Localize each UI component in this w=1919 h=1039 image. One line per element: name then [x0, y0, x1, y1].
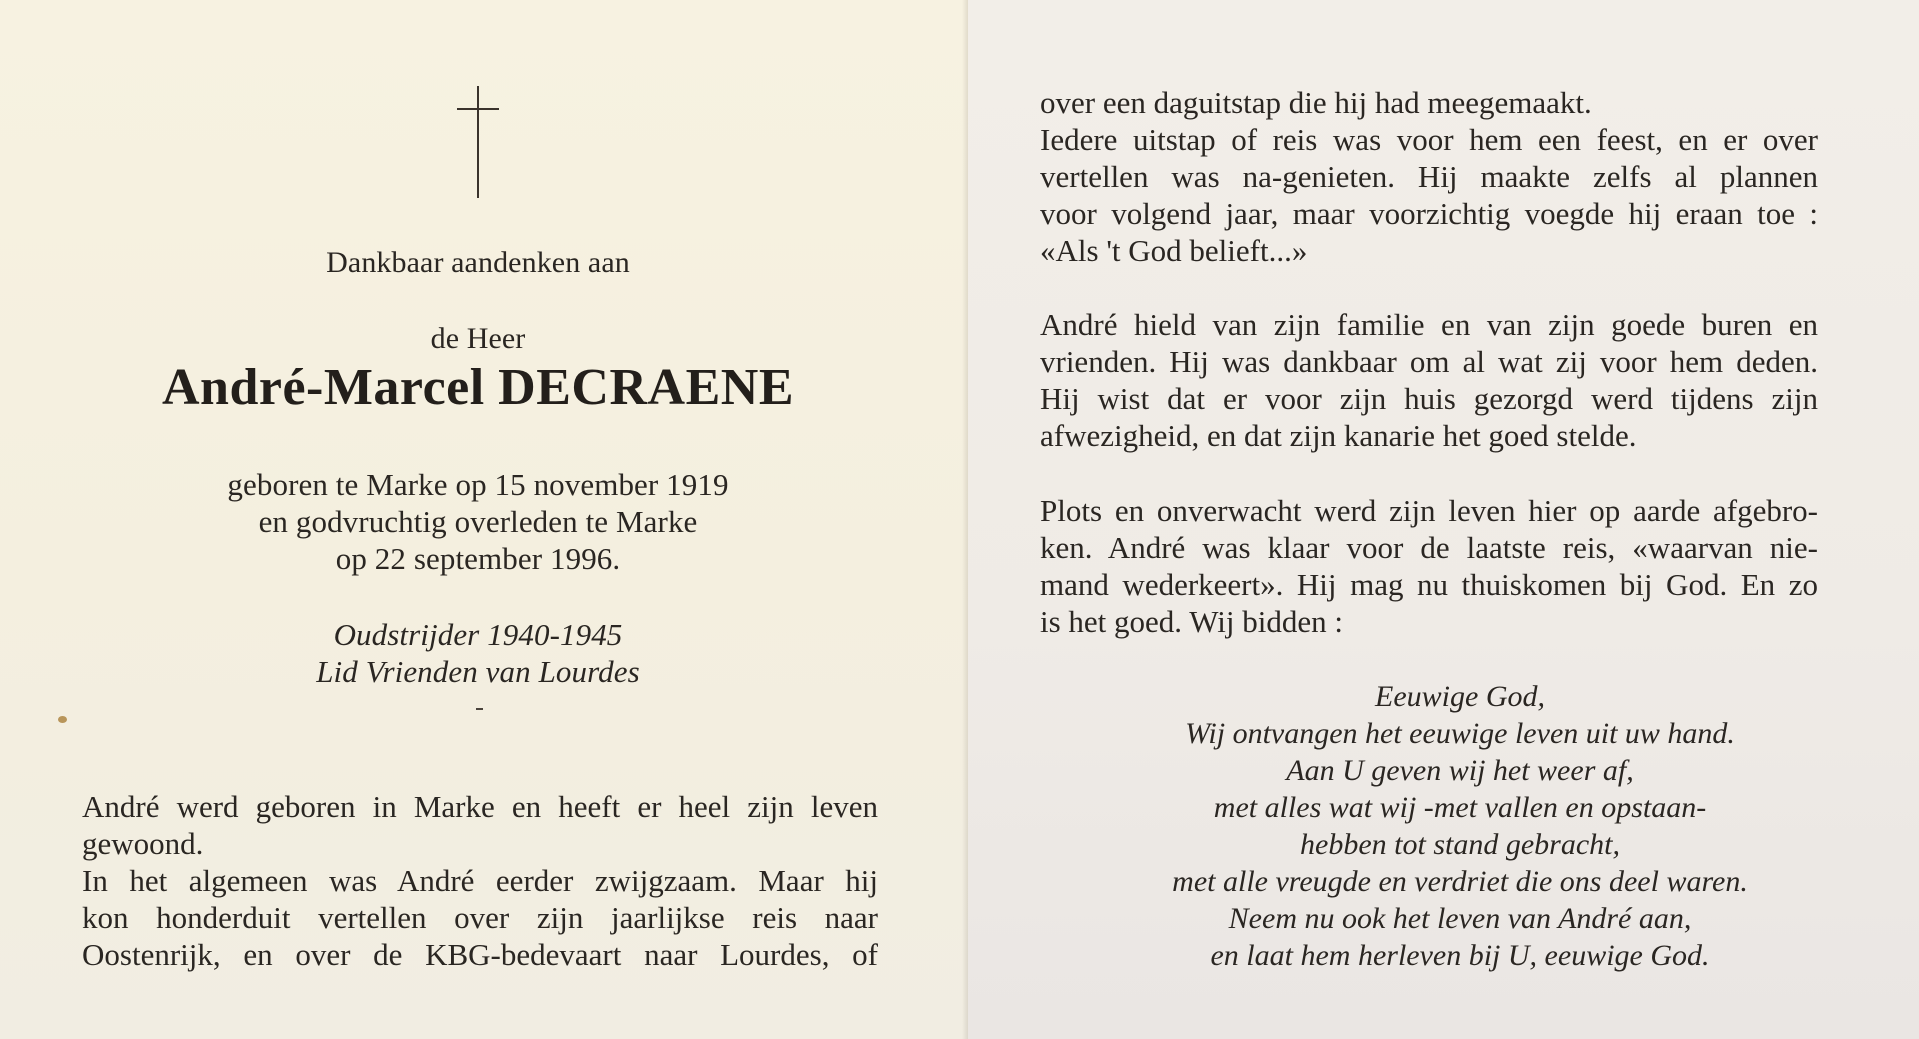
- membership-lourdes: Lid Vrienden van Lourdes: [316, 654, 640, 689]
- text-line: ken. André was klaar voor de laatste reis, «waarvan nie-: [1040, 530, 1818, 565]
- text-line: Hij wist dat er voor zijn huis gezorgd werd tijdens zijn: [1040, 381, 1818, 416]
- text-line: is het goed. Wij bidden :: [1040, 604, 1343, 639]
- prayer-line: Eeuwige God,: [1375, 680, 1545, 713]
- prayer-line: met alle vreugde en verdriet die ons deel waren.: [1172, 865, 1748, 898]
- birth-line: geboren te Marke op 15 november 1919: [227, 467, 729, 502]
- bio-line: André werd geboren in Marke en heeft er heel zijn leven: [82, 789, 878, 824]
- prayer-line: en laat hem herleven bij U, eeuwige God.: [1210, 939, 1710, 972]
- memberships-block: [0, 616, 956, 690]
- paragraph-family: [1040, 306, 1818, 454]
- text-line: afwezigheid, en dat zijn kanarie het goed stelde.: [1040, 418, 1637, 453]
- dedication-text: Dankbaar aandenken aan: [326, 246, 630, 279]
- prayer: [1040, 678, 1880, 974]
- membership-veteran: Oudstrijder 1940-1945: [333, 617, 623, 652]
- death-date-line: op 22 september 1996.: [335, 541, 621, 576]
- text-line: vrienden. Hij was dankbaar om al wat zij voor hem deden.: [1040, 344, 1818, 379]
- text-line: mand wederkeert». Hij mag nu thuiskomen bij God. En zo: [1040, 567, 1818, 602]
- paragraph-passing: [1040, 492, 1818, 640]
- bio-line: kon honderduit vertellen over zijn jaarlijkse reis naar: [82, 900, 878, 935]
- paper-speck: [58, 716, 67, 723]
- deceased-name: André-Marcel DECRAENE: [161, 359, 794, 416]
- text-line: over een daguitstap die hij had meegemaakt.: [1040, 85, 1592, 120]
- prayer-line: Aan U geven wij het weer af,: [1286, 754, 1634, 787]
- prayer-line: Wij ontvangen het eeuwige leven uit uw hand.: [1185, 717, 1735, 750]
- text-line: André hield van zijn familie en van zijn goede buren en: [1040, 307, 1818, 342]
- biography: [82, 788, 878, 973]
- prayer-line: hebben tot stand gebracht,: [1300, 828, 1620, 861]
- prayer-line: met alles wat wij -met vallen en opstaan-: [1213, 791, 1707, 824]
- honorific: de Heer: [430, 322, 526, 355]
- text-line: vertellen was na-genieten. Hij maakte zelfs al plannen: [1040, 159, 1818, 194]
- bio-line: In het algemeen was André eerder zwijgzaam. Maar hij: [82, 863, 878, 898]
- prayer-line: Neem nu ook het leven van André aan,: [1228, 902, 1692, 935]
- bio-line: gewoond.: [82, 826, 204, 861]
- dates-block: [0, 466, 956, 577]
- bio-line: Oostenrijk, en over de KBG-bedevaart naar Lourdes, of: [82, 937, 878, 972]
- cross-icon: [457, 86, 499, 198]
- text-line: Plots en onverwacht werd zijn leven hier op aarde afgebro-: [1040, 493, 1818, 528]
- text-line: voor volgend jaar, maar voorzichtig voegde hij eraan toe :: [1040, 196, 1818, 231]
- text-line: Iedere uitstap of reis was voor hem een feest, en er over: [1040, 122, 1818, 157]
- death-line: en godvruchtig overleden te Marke: [258, 504, 698, 539]
- text-line: «Als 't God belieft...»: [1040, 233, 1308, 268]
- separator-dash: [476, 708, 483, 710]
- paragraph-trips: [1040, 84, 1818, 269]
